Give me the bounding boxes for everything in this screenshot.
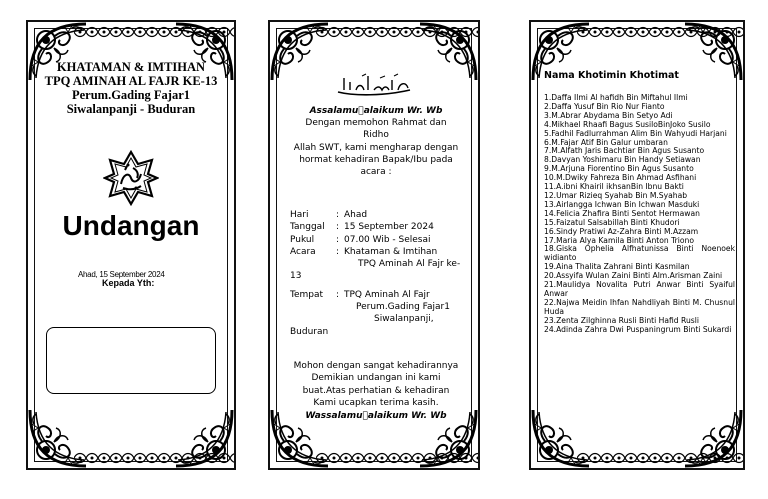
- addressee-box: [46, 327, 216, 394]
- detail-row-acara: [290, 246, 470, 258]
- detail-row-tempat-cont: [290, 301, 470, 313]
- event-title: [38, 60, 224, 116]
- detail-separator: :: [336, 289, 340, 300]
- floral-border-band-icon: [316, 26, 480, 38]
- event-title-line: Perum.Gading Fajar1: [71, 88, 191, 102]
- closing-line: buat.Atas perhatian & kehadiran: [302, 385, 450, 396]
- list-item: 13.Airlangga Ichwan Bin Ichwan Masduki: [544, 199, 700, 209]
- list-item: 19.Aina Thalita Zahrani Binti Kasmilan: [544, 262, 690, 272]
- detail-row-pukul: [290, 234, 470, 246]
- cover-panel: [26, 20, 236, 470]
- detail-row-acara-cont: [290, 258, 470, 270]
- list-item: 2.Daffa Yusuf Bin Rio Nur Fianto: [544, 101, 665, 111]
- list-item: 20.Assyifa Wulan Zaini Binti Alm.Arisman Zaini: [544, 271, 723, 281]
- detail-separator: :: [336, 246, 340, 257]
- closing-line: Kami ucapkan terima kasih.: [313, 398, 439, 409]
- list-item: 8.Davyan Yoshimaru Bin Handy Setiawan: [544, 155, 701, 165]
- list-item: 23.Zenta Zilghinna Rusli Binti Hafid Rusli: [544, 315, 699, 325]
- detail-value: 07.00 Wib - Selesai: [344, 234, 431, 245]
- detail-value: 13: [290, 271, 302, 282]
- invitation-panel: [268, 20, 480, 470]
- closing-line: Demikian undangan ini kami: [311, 373, 441, 384]
- detail-value: Khataman & Imtihan: [344, 246, 438, 257]
- list-item: 3.M.Abrar Abydama Bin Setyo Adi: [544, 110, 673, 120]
- addressee-label: Kepada Yth:: [102, 278, 155, 288]
- intro-line: acara :: [360, 167, 392, 178]
- detail-value: 15 September 2024: [344, 222, 434, 233]
- floral-border-band-icon: [577, 26, 745, 38]
- list-item: 21.Maulidya Novalita Putri Anwar Binti Syaiful Anwar: [544, 280, 735, 298]
- bismillah-calligraphy-icon: [334, 70, 414, 98]
- detail-row-tempat-cont: [290, 313, 470, 325]
- list-item: 18.Giska Ophelia Alfhatunissa Binti Noenoek widianto: [544, 244, 735, 263]
- list-item: 15.Faizatul Salsabillah Binti Khudori: [544, 217, 680, 227]
- detail-value: TPQ Aminah Al Fajr: [344, 289, 430, 300]
- detail-row-tempat-cont: [290, 326, 470, 338]
- detail-value: Buduran: [290, 326, 329, 337]
- greeting-block: [284, 105, 468, 178]
- farewell-salam: Wassalamu alaikum Wr. Wb: [305, 410, 447, 421]
- graduates-heading: Nama Khotimin Khotimat: [544, 70, 679, 81]
- list-item: 24.Adinda Zahra Dwi Puspaningrum Binti Sukardi: [544, 324, 732, 334]
- detail-label: Pukul: [290, 234, 315, 245]
- floral-border-band-icon: [316, 452, 480, 464]
- closing-block: [284, 360, 468, 422]
- list-item: 10.M.Dwiky Fahreza Bin Ahmad Asfihani: [544, 173, 697, 183]
- detail-value: Perum.Gading Fajar1: [356, 302, 450, 313]
- list-item: 11.A.ibni Khairil ikhsanBin Ibnu Bakti: [544, 182, 684, 192]
- intro-line: Ridho: [363, 130, 389, 141]
- list-item: 14.Felicia Zhafira Binti Sentot Hermawan: [544, 208, 700, 218]
- list-item: 16.Sindy Pratiwi Az-Zahra Binti M.Azzam: [544, 226, 699, 236]
- detail-value: Siwalanpanji,: [374, 314, 434, 325]
- detail-label: Tanggal: [290, 222, 325, 233]
- intro-line: Allah SWT, kami mengharap dengan: [293, 142, 459, 153]
- intro-line: hormat kehadiran Bapak/Ibu pada: [299, 154, 453, 165]
- detail-row-tanggal: [290, 221, 470, 233]
- detail-value: Ahad: [344, 210, 368, 220]
- list-item: 6.M.Fajar Atif Bin Galur umbaran: [544, 137, 668, 147]
- greeting-salam: Assalamu alaikum Wr. Wb: [309, 106, 443, 116]
- detail-row-tempat: [290, 289, 470, 301]
- detail-label: Acara: [290, 246, 316, 257]
- detail-label: Hari: [290, 210, 309, 220]
- invitation-heading: Undangan: [62, 210, 200, 241]
- detail-separator: :: [336, 222, 340, 233]
- list-item: 5.Fadhil Fadlurrahman Alim Bin Wahyudi Harjani: [544, 128, 727, 138]
- quran-calligraphy-emblem-icon: [103, 150, 159, 206]
- graduates-panel: [529, 20, 745, 470]
- event-title-line: KHATAMAN & IMTIHAN: [56, 60, 206, 74]
- event-details: [290, 209, 470, 338]
- list-item: 1.Daffa Ilmi Al hafidh Bin Miftahul Ilmi: [544, 93, 688, 102]
- graduates-list: [544, 94, 735, 334]
- floral-border-band-icon: [74, 452, 236, 464]
- floral-border-band-icon: [577, 452, 745, 464]
- detail-separator: :: [336, 210, 340, 220]
- event-title-line: TPQ AMINAH AL FAJR KE-13: [44, 74, 218, 88]
- detail-separator: :: [336, 234, 340, 245]
- list-item: 7.M.Alfath Jaris Bachtiar Bin Agus Susanto: [544, 146, 705, 156]
- closing-line: Mohon dengan sangat kehadirannya: [293, 361, 459, 371]
- list-item: 9.M.Arjuna Fiorentino Bin Agus Susanto: [544, 164, 694, 174]
- detail-label: Tempat: [290, 289, 324, 300]
- event-date-small: Ahad, 15 September 2024: [78, 270, 165, 279]
- intro-line: Dengan memohon Rahmat dan: [305, 118, 447, 129]
- list-item: 12.Umar Rizieq Syahab Bin M.Syahab: [544, 190, 688, 200]
- list-item: 4.Mikhael Rhaafi Bagus SusiloBinJoko Susilo: [544, 119, 711, 129]
- floral-border-band-icon: [74, 26, 236, 38]
- detail-value: TPQ Aminah Al Fajr ke-: [358, 259, 461, 270]
- event-title-line: Siwalanpanji - Buduran: [66, 102, 196, 116]
- list-item: 17.Maria Alya Kamila Binti Anton Triono: [544, 235, 694, 245]
- detail-row-acara-cont: [290, 270, 470, 282]
- detail-row-hari: [290, 209, 470, 221]
- list-item: 22.Najwa Meidin Ihfan Nahdliyah Binti M. Chusnul Huda: [544, 297, 735, 316]
